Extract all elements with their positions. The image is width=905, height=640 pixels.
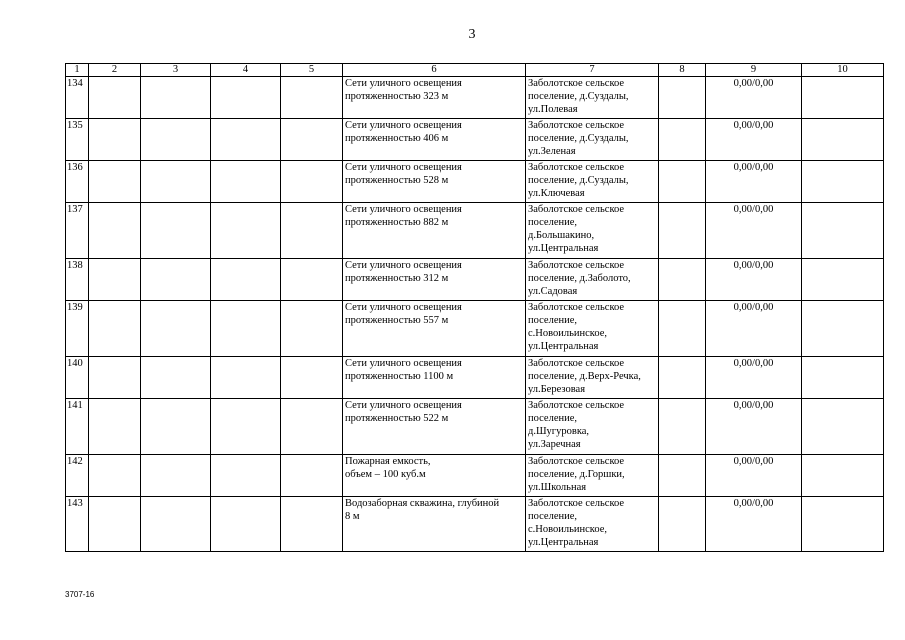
column-header: 1 xyxy=(66,64,89,77)
empty-cell xyxy=(211,399,281,455)
row-number: 138 xyxy=(66,259,89,301)
address-line: поселение, д.Заболото, xyxy=(528,273,631,284)
address-line: Заболотское сельское xyxy=(528,498,625,509)
address-line: поселение, д.Суздалы, xyxy=(528,91,629,102)
object-name-line: Сети уличного освещения xyxy=(345,260,462,271)
object-name-line: Сети уличного освещения xyxy=(345,162,462,173)
value-cell: 0,00/0,00 xyxy=(706,497,802,552)
row-number: 140 xyxy=(66,357,89,399)
table-row xyxy=(66,497,884,552)
empty-cell xyxy=(802,259,884,301)
empty-cell xyxy=(802,203,884,259)
value-cell: 0,00/0,00 xyxy=(706,119,802,161)
address-cell xyxy=(526,119,659,161)
empty-cell xyxy=(802,161,884,203)
empty-cell xyxy=(141,399,211,455)
object-name-line: Сети уличного освещения xyxy=(345,78,462,89)
empty-cell xyxy=(89,203,141,259)
value-cell: 0,00/0,00 xyxy=(706,259,802,301)
address-line: Заболотское сельское xyxy=(528,260,625,271)
column-header: 10 xyxy=(802,64,884,77)
object-name-line: протяженностью 323 м xyxy=(345,91,449,102)
row-number: 134 xyxy=(66,77,89,119)
empty-cell xyxy=(802,77,884,119)
empty-cell xyxy=(281,161,343,203)
object-name-cell xyxy=(343,357,526,399)
empty-cell xyxy=(89,259,141,301)
column-header: 8 xyxy=(659,64,706,77)
table-row xyxy=(66,301,884,357)
page-number: 3 xyxy=(468,27,476,42)
empty-cell xyxy=(802,357,884,399)
table-row xyxy=(66,161,884,203)
empty-cell xyxy=(141,161,211,203)
empty-cell xyxy=(141,77,211,119)
address-line: ул.Центральная xyxy=(528,243,599,254)
column-header: 9 xyxy=(706,64,802,77)
empty-cell xyxy=(89,301,141,357)
address-cell xyxy=(526,203,659,259)
object-name-cell xyxy=(343,259,526,301)
empty-cell xyxy=(211,357,281,399)
empty-cell xyxy=(659,77,706,119)
object-name-line: Сети уличного освещения xyxy=(345,400,462,411)
empty-cell xyxy=(659,497,706,552)
object-name-line: Пожарная емкость, xyxy=(345,456,431,467)
table-row xyxy=(66,455,884,497)
header-row xyxy=(66,64,884,77)
empty-cell xyxy=(211,497,281,552)
address-line: Заболотское сельское xyxy=(528,120,625,131)
empty-cell xyxy=(659,203,706,259)
empty-cell xyxy=(802,399,884,455)
empty-cell xyxy=(89,119,141,161)
empty-cell xyxy=(141,203,211,259)
empty-cell xyxy=(802,119,884,161)
empty-cell xyxy=(659,399,706,455)
empty-cell xyxy=(211,119,281,161)
empty-cell xyxy=(89,161,141,203)
empty-cell xyxy=(141,357,211,399)
row-number: 139 xyxy=(66,301,89,357)
table-row xyxy=(66,203,884,259)
address-cell xyxy=(526,301,659,357)
object-name-line: Водозаборная скважина, глубиной xyxy=(345,498,500,509)
document-code: 3707-16 xyxy=(65,590,95,599)
address-line: Заболотское сельское xyxy=(528,204,625,215)
empty-cell xyxy=(141,259,211,301)
address-line: Заболотское сельское xyxy=(528,78,625,89)
empty-cell xyxy=(141,497,211,552)
empty-cell xyxy=(89,399,141,455)
empty-cell xyxy=(211,77,281,119)
value-cell: 0,00/0,00 xyxy=(706,357,802,399)
row-number: 136 xyxy=(66,161,89,203)
column-header: 6 xyxy=(343,64,526,77)
empty-cell xyxy=(89,77,141,119)
empty-cell xyxy=(89,497,141,552)
object-name-cell xyxy=(343,399,526,455)
address-line: ул.Садовая xyxy=(528,286,578,297)
address-line: ул.Центральная xyxy=(528,537,599,548)
row-number: 143 xyxy=(66,497,89,552)
address-cell xyxy=(526,161,659,203)
address-line: Заболотское сельское xyxy=(528,162,625,173)
empty-cell xyxy=(141,455,211,497)
value-cell: 0,00/0,00 xyxy=(706,203,802,259)
address-line: с.Новоильинское, xyxy=(528,524,608,535)
empty-cell xyxy=(89,357,141,399)
object-name-line: Сети уличного освещения xyxy=(345,204,462,215)
address-cell xyxy=(526,357,659,399)
empty-cell xyxy=(659,119,706,161)
address-line: ул.Заречная xyxy=(528,439,581,450)
value-cell: 0,00/0,00 xyxy=(706,399,802,455)
object-name-cell xyxy=(343,301,526,357)
empty-cell xyxy=(141,301,211,357)
column-header: 5 xyxy=(281,64,343,77)
address-line: Заболотское сельское xyxy=(528,358,625,369)
address-line: с.Новоильинское, xyxy=(528,328,608,339)
value-cell: 0,00/0,00 xyxy=(706,301,802,357)
value-cell: 0,00/0,00 xyxy=(706,455,802,497)
empty-cell xyxy=(659,161,706,203)
empty-cell xyxy=(281,77,343,119)
row-number: 137 xyxy=(66,203,89,259)
address-cell xyxy=(526,497,659,552)
empty-cell xyxy=(802,455,884,497)
empty-cell xyxy=(659,357,706,399)
address-line: ул.Зеленая xyxy=(528,146,576,157)
table-row xyxy=(66,399,884,455)
address-line: Заболотское сельское xyxy=(528,400,625,411)
empty-cell xyxy=(281,119,343,161)
object-name-line: протяженностью 882 м xyxy=(345,217,449,228)
address-line: ул.Ключевая xyxy=(528,188,585,199)
object-name-cell xyxy=(343,119,526,161)
object-name-line: протяженностью 557 м xyxy=(345,315,449,326)
address-line: Заболотское сельское xyxy=(528,302,625,313)
column-header: 3 xyxy=(141,64,211,77)
object-name-line: объем – 100 куб.м xyxy=(345,469,426,480)
empty-cell xyxy=(802,497,884,552)
empty-cell xyxy=(659,301,706,357)
address-line: Заболотское сельское xyxy=(528,456,625,467)
address-cell xyxy=(526,399,659,455)
address-line: поселение, д.Суздалы, xyxy=(528,133,629,144)
address-line: поселение, xyxy=(528,413,578,424)
address-line: д.Большакино, xyxy=(528,230,595,241)
empty-cell xyxy=(211,455,281,497)
address-line: д.Шугуровка, xyxy=(528,426,590,437)
empty-cell xyxy=(211,203,281,259)
object-name-line: Сети уличного освещения xyxy=(345,302,462,313)
empty-cell xyxy=(281,203,343,259)
empty-cell xyxy=(281,259,343,301)
object-name-line: 8 м xyxy=(345,511,360,522)
address-line: поселение, xyxy=(528,217,578,228)
object-name-cell xyxy=(343,497,526,552)
empty-cell xyxy=(141,119,211,161)
address-line: поселение, xyxy=(528,511,578,522)
column-header: 4 xyxy=(211,64,281,77)
address-line: ул.Березовая xyxy=(528,384,586,395)
column-header: 2 xyxy=(89,64,141,77)
table-row xyxy=(66,357,884,399)
table-row xyxy=(66,259,884,301)
empty-cell xyxy=(281,399,343,455)
empty-cell xyxy=(281,301,343,357)
address-line: ул.Школьная xyxy=(528,482,587,493)
property-register-table xyxy=(65,63,884,552)
address-line: ул.Полевая xyxy=(528,104,578,115)
row-number: 141 xyxy=(66,399,89,455)
row-number: 142 xyxy=(66,455,89,497)
empty-cell xyxy=(281,497,343,552)
value-cell: 0,00/0,00 xyxy=(706,161,802,203)
object-name-line: протяженностью 1100 м xyxy=(345,371,454,382)
address-line: поселение, xyxy=(528,315,578,326)
address-cell xyxy=(526,77,659,119)
object-name-cell xyxy=(343,203,526,259)
empty-cell xyxy=(211,259,281,301)
object-name-line: протяженностью 406 м xyxy=(345,133,449,144)
object-name-line: протяженностью 312 м xyxy=(345,273,449,284)
object-name-line: Сети уличного освещения xyxy=(345,358,462,369)
object-name-line: протяженностью 528 м xyxy=(345,175,449,186)
table-row xyxy=(66,77,884,119)
address-cell xyxy=(526,455,659,497)
empty-cell xyxy=(281,455,343,497)
empty-cell xyxy=(89,455,141,497)
object-name-cell xyxy=(343,161,526,203)
empty-cell xyxy=(659,455,706,497)
object-name-cell xyxy=(343,455,526,497)
empty-cell xyxy=(659,259,706,301)
empty-cell xyxy=(281,357,343,399)
empty-cell xyxy=(211,301,281,357)
address-line: поселение, д.Горшки, xyxy=(528,469,625,480)
row-number: 135 xyxy=(66,119,89,161)
value-cell: 0,00/0,00 xyxy=(706,77,802,119)
table-row xyxy=(66,119,884,161)
object-name-cell xyxy=(343,77,526,119)
address-cell xyxy=(526,259,659,301)
address-line: ул.Центральная xyxy=(528,341,599,352)
empty-cell xyxy=(802,301,884,357)
object-name-line: Сети уличного освещения xyxy=(345,120,462,131)
address-line: поселение, д.Верх-Речка, xyxy=(528,371,641,382)
empty-cell xyxy=(211,161,281,203)
object-name-line: протяженностью 522 м xyxy=(345,413,449,424)
address-line: поселение, д.Суздалы, xyxy=(528,175,629,186)
column-header: 7 xyxy=(526,64,659,77)
